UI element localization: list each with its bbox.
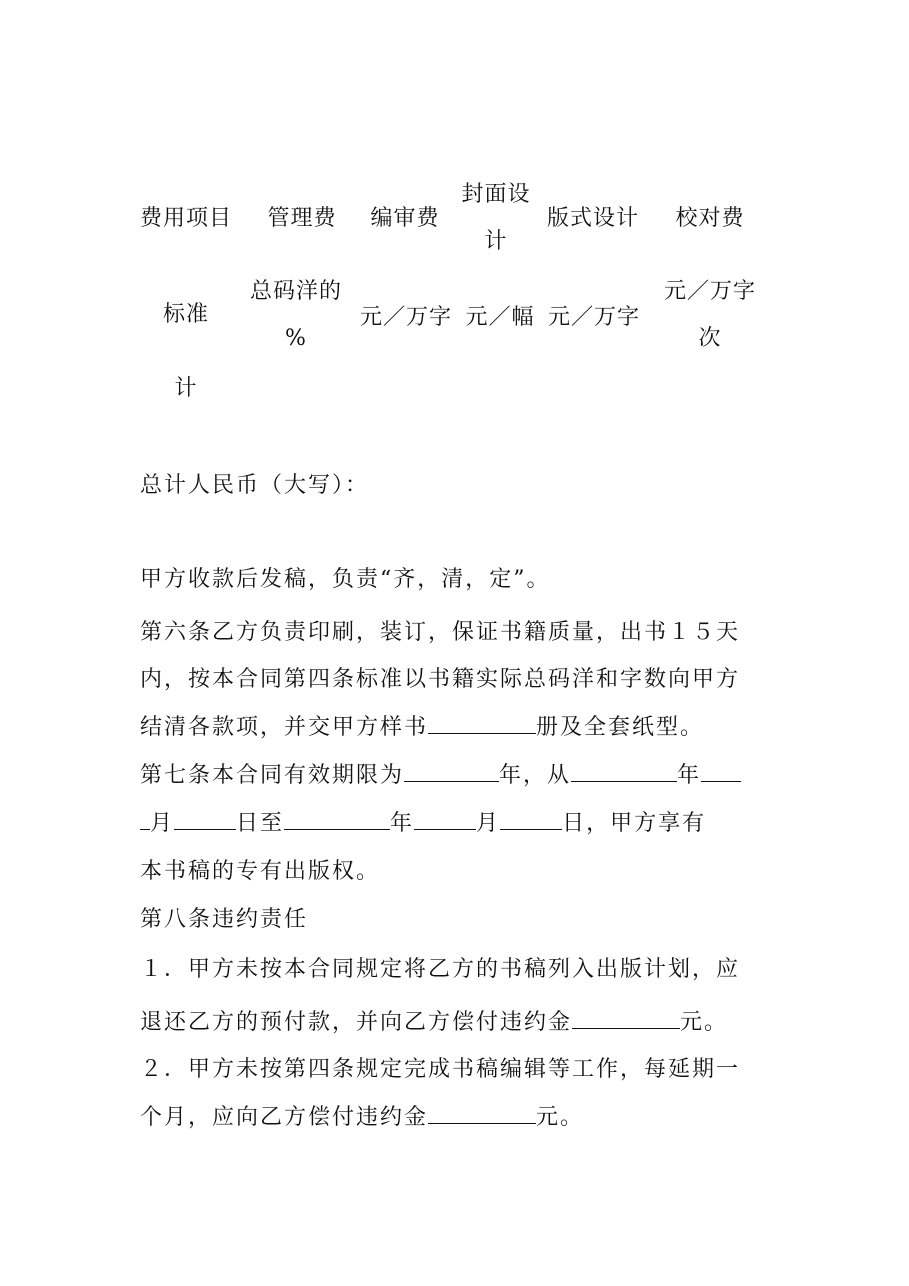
line-12-text-a: 个月，应向乙方偿付违约金 — [140, 1105, 429, 1130]
row-proof-rate-1: 元／万字 — [663, 279, 756, 304]
row-layout-rate: 元／万字 — [547, 305, 640, 330]
header-review-fee: 编审费 — [370, 206, 440, 231]
row-management-rate-1: 总码洋的 — [249, 279, 342, 304]
paragraph-line-10 — [140, 999, 728, 1047]
paragraph-line-2: 第六条乙方负责印刷，装订，保证书籍质量，出书１５天 — [140, 620, 741, 645]
paragraph-line-8: 第八条违约责任 — [140, 907, 309, 932]
penalty-blank-1 — [572, 1006, 680, 1029]
end-year-blank — [284, 807, 390, 830]
row-standard-label: 标准 — [162, 302, 209, 327]
sample-books-blank — [428, 711, 536, 734]
paragraph-line-6 — [140, 800, 706, 848]
line-12-text-b: 元。 — [536, 1105, 585, 1130]
paragraph-line-5 — [140, 752, 741, 800]
row-total-label: 计 — [174, 376, 198, 401]
line-6-text-e: 日，甲方享有 — [562, 811, 707, 836]
line-5-text-b: 年，从 — [499, 763, 572, 788]
line-6-text-c: 年 — [390, 811, 415, 836]
line-5-text-a: 第七条本合同有效期限为 — [140, 763, 405, 788]
start-month-blank-b — [140, 807, 150, 830]
line-6-text-b: 日至 — [236, 811, 285, 836]
start-year-blank — [571, 759, 677, 782]
line-6-text-d: 月 — [476, 811, 501, 836]
row-review-rate: 元／万字 — [359, 305, 452, 330]
paragraph-line-12 — [140, 1094, 584, 1142]
paragraph-line-9: １．甲方未按本合同规定将乙方的书稿列入出版计划，应 — [140, 957, 741, 982]
paragraph-line-11: ２．甲方未按第四条规定完成书稿编辑等工作，每延期一 — [140, 1057, 741, 1082]
penalty-blank-2 — [428, 1101, 536, 1124]
paragraph-line-7: 本书稿的专有出版权。 — [140, 859, 381, 884]
paragraph-line-3: 内，按本合同第四条标准以书籍实际总码洋和字数向甲方 — [140, 667, 741, 692]
line-4-text-a: 结清各款项，并交甲方样书 — [140, 715, 429, 740]
paragraph-line-1: 甲方收款后发稿，负责“齐，清，定”。 — [140, 567, 551, 592]
header-proofreading-fee: 校对费 — [675, 206, 745, 231]
row-proof-rate-2: 次 — [698, 326, 722, 351]
row-management-rate-2: % — [285, 326, 307, 351]
header-item: 费用项目 — [139, 206, 232, 231]
row-cover-rate: 元／幅 — [465, 305, 535, 330]
start-month-blank-a — [701, 759, 741, 782]
line-6-text-a: 月 — [150, 811, 175, 836]
validity-years-blank — [404, 759, 499, 782]
end-day-blank — [500, 807, 562, 830]
line-10-text-b: 元。 — [680, 1010, 729, 1035]
line-5-text-c: 年 — [677, 763, 702, 788]
header-cover-design-1: 封面设 — [461, 182, 531, 207]
header-layout-design: 版式设计 — [546, 206, 639, 231]
end-month-blank — [414, 807, 476, 830]
start-day-blank — [174, 807, 236, 830]
total-rmb-line: 总计人民币（大写）： — [140, 473, 370, 498]
header-cover-design-2: 计 — [484, 229, 508, 254]
paragraph-line-4 — [140, 704, 704, 752]
header-management-fee: 管理费 — [267, 206, 337, 231]
line-4-text-b: 册及全套纸型。 — [536, 715, 705, 740]
line-10-text-a: 退还乙方的预付款，并向乙方偿付违约金 — [140, 1010, 573, 1035]
